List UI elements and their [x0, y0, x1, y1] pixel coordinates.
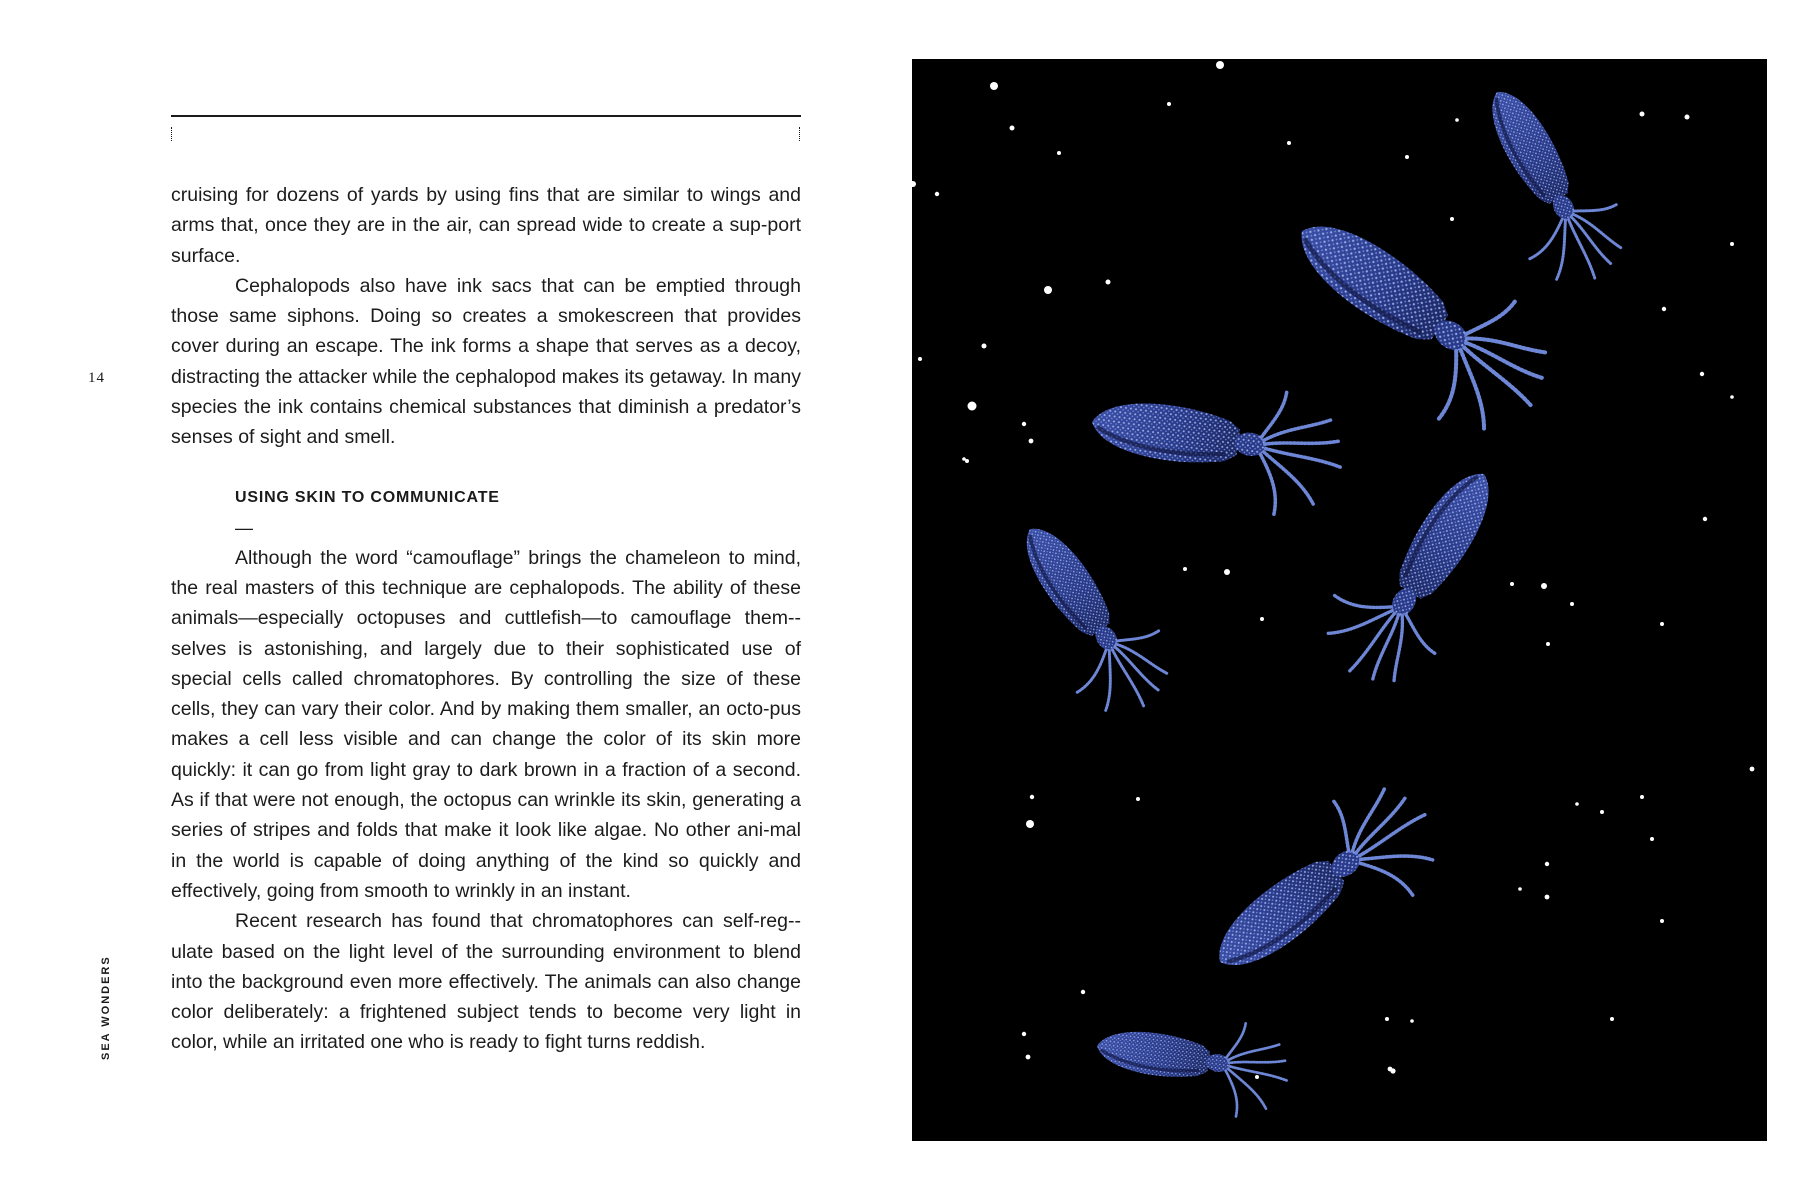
squid-illustration [912, 59, 1767, 1141]
rule-tick-right [799, 127, 800, 141]
squid [1090, 1002, 1294, 1122]
squid [1449, 68, 1643, 301]
text-column [171, 180, 801, 1058]
section-dash: — [235, 517, 253, 538]
squid [1083, 365, 1350, 523]
body-paragraph: Cephalopods also have ink sacs that can be emptied through those same siphons. Doing so creates a smokescreen that provides cover during an escape. The ink forms a shape that serves as a decoy, distracting the attacker while the cephalopod makes its getaway. In many species the ink contains chemical substances that diminish a predator’s senses of sight and smell. [171, 274, 801, 449]
section-heading: USING SKIN TO COMMUNICATE [235, 488, 500, 506]
page-number: 14 [88, 370, 105, 386]
body-paragraph: Although the word “camouflage” brings the chameleon to mind, the real masters of this technique are cephalopods. The ability of these animals—especially octopuses and cuttlefish—to camouflage them-selves is astonishing, and largely due to their sophisticated use of special cells called chromatophores. By controlling the size of these cells, they can vary their color. And by making them smaller, an octo-pus makes a cell less visible and can change the color of its skin more quickly: it can go from light gray to dark brown in a fraction of a second. As if that were not enough, the octopus can wrinkle its skin, generating a series of stripes and folds that make it look like algae. No other ani-mal in the world is capable of doing anything of the kind so quickly and effectively, going from smooth to wrinkly in an instant. [171, 546, 801, 902]
body-paragraph: Recent research has found that chromatophores can self-reg-ulate based on the light level of the surrounding environment to blend into the background even more effectively. The animals can also change color deliberately: a frightened subject tends to become very light in color, while an irritated one who is ready to fight turns reddish. [171, 910, 801, 1054]
squid [1185, 761, 1460, 1014]
rule-tick-left [171, 127, 172, 141]
running-head: SEA WONDERS [100, 955, 112, 1060]
squid [1259, 177, 1575, 457]
squid-illustration-svg [912, 59, 1767, 1141]
squid [985, 501, 1190, 732]
section [171, 483, 801, 543]
top-rule [171, 115, 801, 117]
squid [1305, 441, 1530, 705]
body-paragraph: cruising for dozens of yards by using fins that are similar to wings and arms that, once they are in the air, can spread wide to create a sup-port surface. [171, 184, 801, 267]
squid-group [985, 68, 1644, 1123]
